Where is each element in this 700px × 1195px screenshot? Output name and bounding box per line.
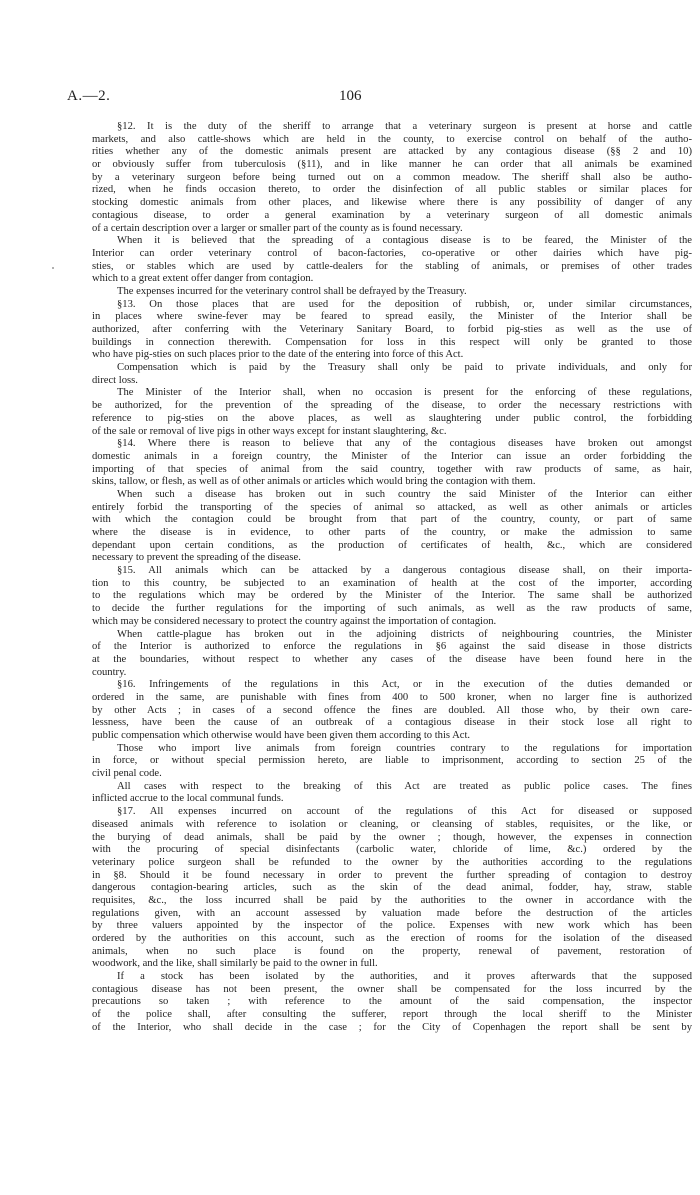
text-line: tion to this country, be subjected to an examination of health at the cost of the importer, according: [92, 577, 692, 589]
body-text: [92, 121, 692, 1035]
text-line: dangerous contagion-bearing articles, such as the skin of the dead animal, fodder, hay, straw, stable: [92, 882, 692, 894]
text-line: entirely forbid the transporting of the species of animal so attacked, as well as other animals or articles: [92, 501, 692, 513]
text-line: country.: [92, 666, 127, 678]
text-line: diseased animals with reference to isolation or cleaning, or cleansing of stables, requisites, or the like, or: [92, 818, 692, 830]
text-line: by three valuers appointed by the inspector of the police. Expenses with new work which has been: [92, 920, 692, 932]
text-line: markets, and also cattle-shows which are held in the county, to exercise control on behalf of the autho-: [92, 133, 692, 145]
text-line: authorized, after conferring with the Veterinary Sanitary Board, to forbid pig-sties as well as the use of: [92, 324, 692, 335]
text-line: requisites, &c., the loss incurred shall be paid by the authorities to the owner in accordance with the: [92, 894, 692, 906]
text-line: to decide the further regulations for the importing of such animals, as well as the raw products of same,: [92, 603, 692, 615]
text-line: direct loss.: [92, 374, 138, 386]
text-line: rities whether any of the domestic animals present are attacked by any contagious disease (§§ 2 and 10): [92, 146, 692, 158]
text-line: rized, when he finds occasion thereto, to order the disinfection of all public stables or similar places for: [92, 184, 692, 196]
text-line: woodwork, and the like, shall similarly be paid to the owner in full.: [92, 958, 378, 970]
text-line: in §8. Should it be found necessary in order to prevent the further spreading of contagion to destroy: [92, 869, 692, 881]
text-line: buildings in connection therewith. Compensation for loss in this respect will only be granted to those: [92, 336, 692, 348]
text-line: with the procuring of special disinfectants (carbolic water, chloride of lime, &c.) ordered by the: [92, 844, 692, 856]
text-line: Compensation which is paid by the Treasury shall only be paid to private individuals, and only for: [117, 362, 692, 374]
text-line: When such a disease has broken out in such country the said Minister of the Interior can either: [117, 488, 692, 500]
text-line: dependant upon certain conditions, as the production of certificates of health, &c., which are considered: [92, 539, 692, 551]
text-line: which to a great extent offer danger from contagion.: [92, 273, 314, 285]
text-line: by other Acts ; in cases of a second offence the fines are doubled. All those who, by their own care-: [92, 704, 692, 716]
text-line: skins, tallow, or flesh, as well as of other animals or articles which would bring the contagion with them.: [92, 476, 536, 488]
text-line: The Minister of the Interior shall, when no occasion is present for the enforcing of these regulations,: [117, 387, 692, 399]
page-number: 106: [339, 88, 362, 104]
text-line: lessness, have been the cause of an outbreak of a contagious disease in their stock lose all right to: [92, 717, 692, 729]
text-line: which may be considered necessary to protect the country against the importation of contagion.: [92, 615, 497, 627]
text-line: to the regulations which may be ordered by the Minister of the Interior. The same shall be authorized: [92, 590, 692, 602]
text-line: of the police shall, after consulting the sufferer, report through the local sheriff to the Minister: [92, 1009, 692, 1021]
text-line: animals, when no such place is found on the property, renewal of pavement, restoration of: [92, 945, 692, 957]
text-line: of the sale or removal of live pigs in other ways except for instant slaughtering, &c.: [92, 425, 447, 437]
text-line: stocking domestic animals from other places, and likewise where there is any possibility of danger of any: [92, 197, 692, 209]
text-line: in places where swine-fever may be feared to spread easily, the Minister of the Interior shall be: [92, 311, 692, 323]
text-line: veterinary police surgeon shall be refunded to the owner by the authorities according to the regulations: [92, 856, 692, 868]
text-line: The expenses incurred for the veterinary control shall be defrayed by the Treasury.: [117, 285, 467, 297]
text-line: §12. It is the duty of the sheriff to arrange that a veterinary surgeon is present at horse and cattle: [117, 121, 692, 132]
text-line: of the Interior is authorized to enforce the regulations in §6 against the said disease in those districts: [92, 641, 692, 653]
margin-speck: [52, 267, 54, 269]
text-line: importing of that species of animal from the said country, together with raw products of same, as hair,: [92, 463, 692, 475]
text-line: regulations given, with an account assessed by valuation made before the destruction of the articles: [92, 907, 692, 919]
text-line: inflicted accrue to the local communal funds.: [92, 793, 284, 805]
text-line: civil penal code.: [92, 768, 162, 780]
text-line: who have pig-sties on such places prior to the date of the entering into force of this Act.: [92, 349, 464, 361]
text-line: sties, or stables which are used by cattle-dealers for the stabling of animals, or premises of other trades: [92, 260, 692, 272]
text-line: When it is believed that the spreading of a contagious disease is to be feared, the Minister of the: [117, 235, 692, 247]
text-line: be authorized, for the prevention of the spreading of the disease, to order the necessary restrictions with: [92, 400, 692, 412]
text-line: public compensation which otherwise would have been given them according to this Act.: [92, 730, 471, 741]
text-line: contagious disease, to order a general examination by a veterinary surgeon of all domestic animals: [92, 209, 692, 221]
text-line: §14. Where there is reason to believe that any of the contagious diseases have broken out amongst: [117, 438, 692, 450]
text-line: Interior can order veterinary control of bacon-factories, co-operative or other dairies which have pig-: [92, 247, 692, 259]
text-line: of the Interior, who shall decide in the case ; for the City of Copenhagen the report shall be sent by: [92, 1021, 692, 1033]
document-reference: A.—2.: [67, 88, 111, 104]
text-line: or obviously suffer from tuberculosis (§11), and in like manner he can order that all animals be examined: [92, 159, 692, 171]
text-line: All cases with respect to the breaking of this Act are treated as public police cases. The fines: [117, 780, 692, 792]
text-line: ordered by the authorities on this account, such as the erection of rooms for the isolation of the diseased: [92, 933, 692, 944]
text-line: Those who import live animals from foreign countries contrary to the regulations for importation: [117, 742, 692, 754]
text-line: where the disease is in evidence, to other parts of the country, or make the admission to same: [92, 527, 692, 538]
text-line: at the boundaries, without respect to whether any cases of the disease have been found here in the: [92, 653, 692, 665]
text-line: domestic animals in a foreign country, the Minister of the Interior can issue an order forbidding the: [92, 450, 692, 462]
text-line: necessary to prevent the spreading of the disease.: [92, 552, 301, 564]
text-line: contagious disease has not been present, the owner shall be compensated for the loss incurred by the: [92, 983, 692, 995]
text-line: by a veterinary surgeon before being turned out on a common meadow. The sheriff shall also be autho-: [92, 171, 692, 183]
text-line: §13. On those places that are used for the deposition of rubbish, or, under similar circumstances,: [117, 298, 692, 310]
text-line: in force, or without special permission hereto, are liable to imprisonment, according to section 25 of the: [92, 755, 692, 767]
text-line: When cattle-plague has broken out in the adjoining districts of neighbouring countries, the Minister: [117, 628, 692, 640]
text-line: precautions so taken ; with reference to the amount of the said compensation, the inspector: [92, 996, 692, 1008]
text-line: If a stock has been isolated by the authorities, and it proves afterwards that the supposed: [117, 971, 692, 983]
text-line: §16. Infringements of the regulations in this Act, or in the execution of the duties demanded or: [117, 679, 692, 691]
text-line: of a certain description over a larger or smaller part of the county as is found necessary.: [92, 222, 463, 234]
text-line: the burying of dead animals, shall be paid by the owner ; though, however, the expenses in connection: [92, 831, 692, 843]
text-line: reference to pig-sties on the above places, as well as slaughtering under public control, the forbidding: [92, 412, 692, 424]
text-line: §17. All expenses incurred on account of the regulations of this Act for diseased or supposed: [117, 806, 692, 818]
text-line: ordered in the same, are punishable with fines from 400 to 500 kroner, when no larger fine is authorized: [92, 691, 692, 703]
text-line: §15. All animals which can be attacked by a dangerous contagious disease shall, on their importa-: [117, 565, 692, 577]
text-line: with which the contagion could be brought from that part of the country, county, or part of same: [92, 514, 692, 526]
